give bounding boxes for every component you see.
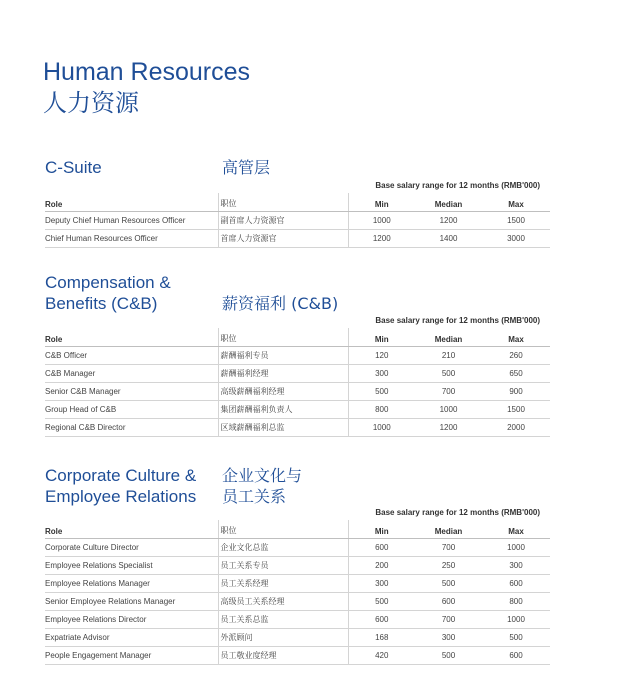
- cell-role-cn: 员工敬业度经理: [218, 647, 348, 665]
- header-median: Median: [415, 328, 482, 347]
- header-median: Median: [415, 520, 482, 539]
- cell-min: 420: [348, 647, 415, 665]
- cell-role: Senior Employee Relations Manager: [45, 593, 218, 611]
- cell-min: 1000: [348, 212, 415, 230]
- cell-median: 300: [415, 629, 482, 647]
- section-title-cn: 薪资福利 (C&B): [222, 294, 339, 313]
- cell-median: 210: [415, 347, 482, 365]
- header-min: Min: [348, 328, 415, 347]
- header-min: Min: [348, 193, 415, 212]
- section-title-cn: 企业文化与 员工关系: [222, 466, 303, 506]
- table-row: [45, 611, 550, 629]
- salary-table: [45, 328, 550, 437]
- cell-min: 500: [348, 593, 415, 611]
- cell-role-cn: 员工关系专员: [218, 557, 348, 575]
- cell-max: 500: [482, 629, 550, 647]
- table-header-row: [45, 193, 550, 212]
- header-max: Max: [482, 193, 550, 212]
- header-median: Median: [415, 193, 482, 212]
- salary-table: [45, 520, 550, 665]
- cell-role: Chief Human Resources Officer: [45, 230, 218, 248]
- cell-role-cn: 员工关系总监: [218, 611, 348, 629]
- header-role-cn: 职位: [218, 193, 348, 212]
- cell-median: 1200: [415, 419, 482, 437]
- cell-role-cn: 薪酬福利专员: [218, 347, 348, 365]
- cell-max: 800: [482, 593, 550, 611]
- cell-role: C&B Officer: [45, 347, 218, 365]
- cell-min: 600: [348, 539, 415, 557]
- cell-max: 1500: [482, 212, 550, 230]
- table-row: [45, 629, 550, 647]
- header-min: Min: [348, 520, 415, 539]
- cell-max: 300: [482, 557, 550, 575]
- cell-median: 1200: [415, 212, 482, 230]
- table-row: [45, 401, 550, 419]
- section-title: Corporate Culture & Employee Relations: [45, 466, 197, 506]
- table-row: [45, 539, 550, 557]
- cell-max: 3000: [482, 230, 550, 248]
- table-row: [45, 383, 550, 401]
- table-row: [45, 230, 550, 248]
- cell-median: 500: [415, 647, 482, 665]
- header-role: Role: [45, 520, 218, 539]
- cell-median: 700: [415, 539, 482, 557]
- cell-min: 300: [348, 365, 415, 383]
- cell-min: 1200: [348, 230, 415, 248]
- header-role: Role: [45, 193, 218, 212]
- table-row: [45, 419, 550, 437]
- cell-max: 2000: [482, 419, 550, 437]
- cell-role: Employee Relations Specialist: [45, 557, 218, 575]
- cell-max: 600: [482, 647, 550, 665]
- cell-role-cn: 高级员工关系经理: [218, 593, 348, 611]
- table-row: [45, 593, 550, 611]
- cell-role-cn: 企业文化总监: [218, 539, 348, 557]
- cell-max: 1000: [482, 611, 550, 629]
- salary-range-caption: Base salary range for 12 months (RMB'000): [375, 181, 540, 190]
- cell-min: 1000: [348, 419, 415, 437]
- header-max: Max: [482, 520, 550, 539]
- cell-min: 200: [348, 557, 415, 575]
- cell-max: 1500: [482, 401, 550, 419]
- salary-table: [45, 193, 550, 248]
- cell-min: 168: [348, 629, 415, 647]
- cell-role-cn: 区域薪酬福利总监: [218, 419, 348, 437]
- table-header-row: [45, 328, 550, 347]
- cell-role-cn: 员工关系经理: [218, 575, 348, 593]
- cell-role: People Engagement Manager: [45, 647, 218, 665]
- header-role-cn: 职位: [218, 328, 348, 347]
- table-header-row: [45, 520, 550, 539]
- table-row: [45, 347, 550, 365]
- page-title: Human Resources: [43, 58, 251, 86]
- cell-min: 600: [348, 611, 415, 629]
- cell-role: Group Head of C&B: [45, 401, 218, 419]
- cell-role-cn: 高级薪酬福利经理: [218, 383, 348, 401]
- cell-role: Regional C&B Director: [45, 419, 218, 437]
- cell-role: C&B Manager: [45, 365, 218, 383]
- cell-min: 120: [348, 347, 415, 365]
- cell-median: 1400: [415, 230, 482, 248]
- cell-role: Corporate Culture Director: [45, 539, 218, 557]
- cell-role-cn: 集团薪酬福利负责人: [218, 401, 348, 419]
- cell-min: 500: [348, 383, 415, 401]
- cell-role: Employee Relations Director: [45, 611, 218, 629]
- section-title-cn: 高管层: [222, 158, 271, 177]
- cell-role-cn: 首席人力资源官: [218, 230, 348, 248]
- table-row: [45, 575, 550, 593]
- salary-range-caption: Base salary range for 12 months (RMB'000): [375, 508, 540, 517]
- table-row: [45, 365, 550, 383]
- cell-median: 500: [415, 365, 482, 383]
- salary-range-caption: Base salary range for 12 months (RMB'000): [375, 316, 540, 325]
- header-max: Max: [482, 328, 550, 347]
- cell-max: 600: [482, 575, 550, 593]
- cell-median: 1000: [415, 401, 482, 419]
- cell-role-cn: 外派顾问: [218, 629, 348, 647]
- section-title: C-Suite: [45, 158, 102, 177]
- cell-median: 250: [415, 557, 482, 575]
- section-title: Compensation & Benefits (C&B): [45, 273, 171, 313]
- table-row: [45, 212, 550, 230]
- page-title-cn: 人力资源: [43, 89, 139, 117]
- cell-role: Deputy Chief Human Resources Officer: [45, 212, 218, 230]
- cell-role: Expatriate Advisor: [45, 629, 218, 647]
- cell-role: Employee Relations Manager: [45, 575, 218, 593]
- header-role-cn: 职位: [218, 520, 348, 539]
- header-role: Role: [45, 328, 218, 347]
- cell-max: 260: [482, 347, 550, 365]
- cell-median: 500: [415, 575, 482, 593]
- cell-role-cn: 副首席人力资源官: [218, 212, 348, 230]
- table-row: [45, 557, 550, 575]
- cell-max: 900: [482, 383, 550, 401]
- cell-min: 300: [348, 575, 415, 593]
- cell-median: 600: [415, 593, 482, 611]
- cell-role: Senior C&B Manager: [45, 383, 218, 401]
- cell-role-cn: 薪酬福利经理: [218, 365, 348, 383]
- cell-max: 650: [482, 365, 550, 383]
- cell-median: 700: [415, 383, 482, 401]
- cell-min: 800: [348, 401, 415, 419]
- cell-max: 1000: [482, 539, 550, 557]
- table-row: [45, 647, 550, 665]
- cell-median: 700: [415, 611, 482, 629]
